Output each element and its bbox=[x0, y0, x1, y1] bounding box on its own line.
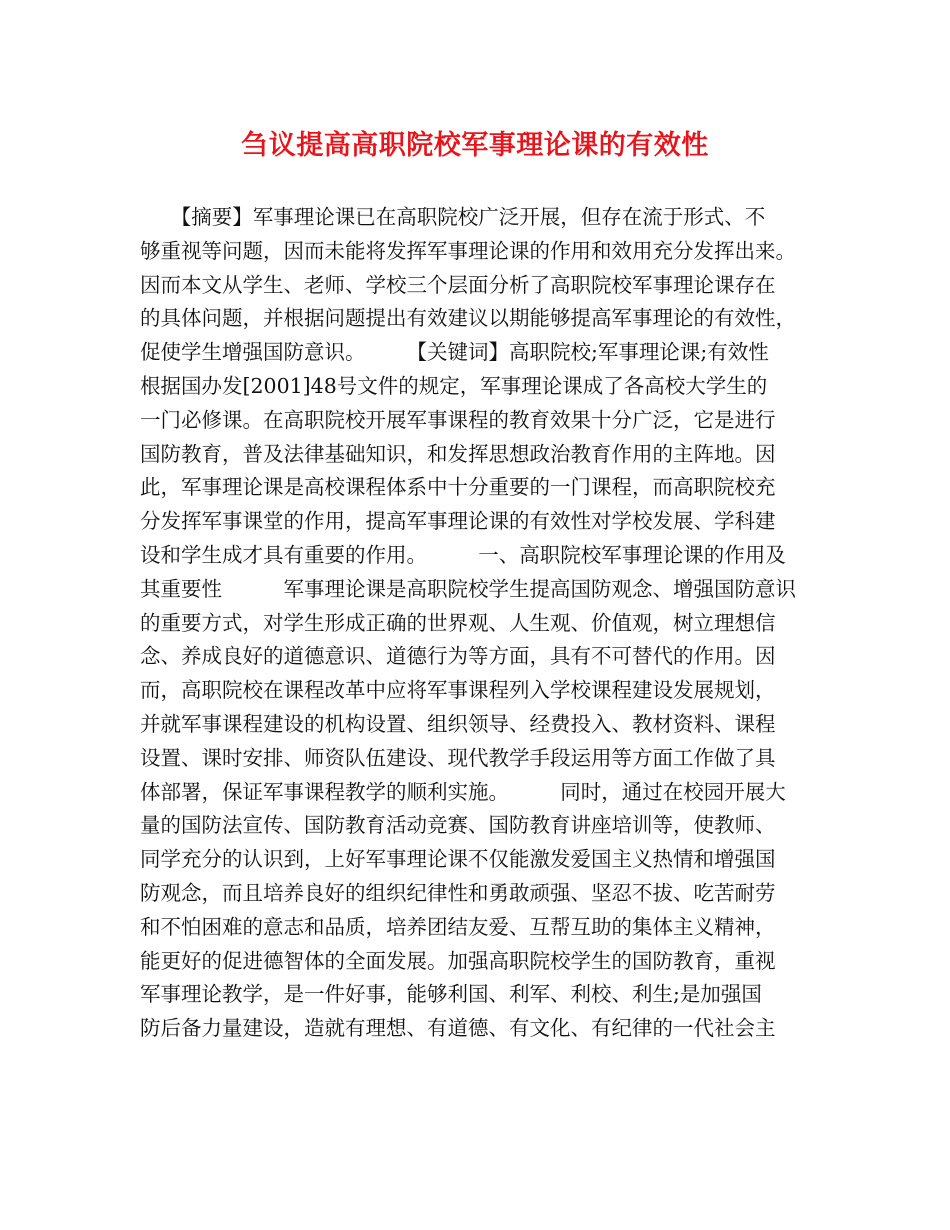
body-line: 而，高职院校在课程改革中应将军事课程列入学校课程建设发展规划， bbox=[140, 678, 776, 703]
body-line: 此，军事理论课是高校课程体系中十分重要的一门课程，而高职院校充 bbox=[140, 475, 776, 500]
body-line: 根据国办发[2001]48号文件的规定，军事理论课成了各高校大学生的 bbox=[140, 373, 768, 398]
body-line: 体部署，保证军事课程教学的顺利实施。 同时，通过在校园开展大 bbox=[140, 779, 786, 804]
body-line: 和不怕困难的意志和品质，培养团结友爱、互帮互助的集体主义精神， bbox=[140, 914, 776, 939]
body-line: 【摘要】军事理论课已在高职院校广泛开展，但存在流于形式、不 bbox=[140, 205, 766, 229]
body-line: 分发挥军事课堂的作用，提高军事理论课的有效性对学校发展、学科建 bbox=[140, 509, 776, 534]
document-body bbox=[140, 201, 820, 1046]
body-line: 的重要方式，对学生形成正确的世界观、人生观、价值观，树立理想信 bbox=[140, 610, 776, 635]
body-line: 设和学生成才具有重要的作用。 一、高职院校军事理论课的作用及 bbox=[140, 542, 786, 567]
body-line: 促使学生增强国防意识。 【关键词】高职院校;军事理论课;有效性 bbox=[140, 340, 769, 365]
body-line: 一门必修课。在高职院校开展军事课程的教育效果十分广泛，它是进行 bbox=[140, 407, 776, 432]
body-line: 并就军事课程建设的机构设置、组织领导、经费投入、教材资料、课程 bbox=[140, 711, 776, 736]
body-line: 的具体问题，并根据问题提出有效建议以期能够提高军事理论的有效性， bbox=[140, 306, 796, 331]
body-line: 够重视等问题，因而未能将发挥军事理论课的作用和效用充分发挥出来。 bbox=[140, 238, 796, 263]
body-line: 量的国防法宣传、国防教育活动竞赛、国防教育讲座培训等，使教师、 bbox=[140, 813, 776, 838]
body-line: 国防教育，普及法律基础知识，和发挥思想政治教育作用的主阵地。因 bbox=[140, 441, 776, 466]
body-line: 设置、课时安排、师资队伍建设、现代教学手段运用等方面工作做了具 bbox=[140, 745, 776, 770]
document-title: 刍议提高高职院校军事理论课的有效性 bbox=[241, 130, 709, 161]
body-line: 能更好的促进德智体的全面发展。加强高职院校学生的国防教育，重视 bbox=[140, 948, 776, 973]
body-line: 军事理论教学，是一件好事，能够利国、利军、利校、利生;是加强国 bbox=[140, 982, 762, 1007]
body-line: 防后备力量建设，造就有理想、有道德、有文化、有纪律的一代社会主 bbox=[140, 1016, 776, 1041]
body-line: 因而本文从学生、老师、学校三个层面分析了高职院校军事理论课存在 bbox=[140, 272, 776, 297]
body-line: 其重要性 军事理论课是高职院校学生提高国防观念、增强国防意识 bbox=[140, 576, 796, 601]
body-line: 防观念，而且培养良好的组织纪律性和勇敢顽强、坚忍不拔、吃苦耐劳 bbox=[140, 880, 776, 905]
body-line: 同学充分的认识到，上好军事理论课不仅能激发爱国主义热情和增强国 bbox=[140, 847, 776, 872]
body-line: 念、养成良好的道德意识、道德行为等方面，具有不可替代的作用。因 bbox=[140, 644, 776, 669]
